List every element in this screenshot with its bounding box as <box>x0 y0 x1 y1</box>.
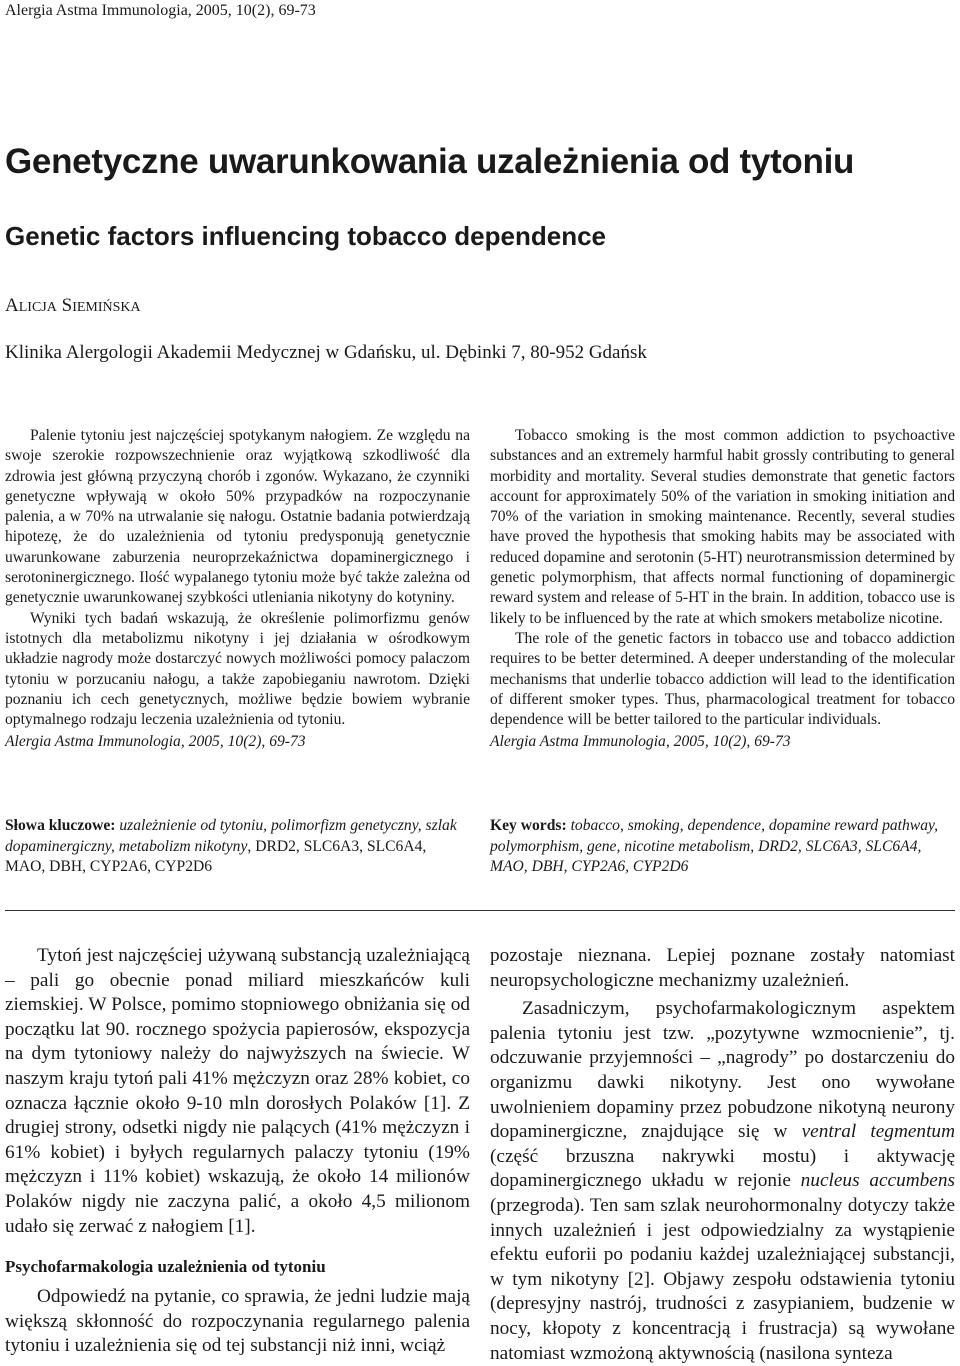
article-title-en: Genetic factors influencing tobacco dependence <box>5 221 607 251</box>
body-paragraph <box>490 997 955 1366</box>
running-head: Alergia Astma Immunologia, 2005, 10(2), 69-73 <box>5 2 316 19</box>
section-heading: Psychofarmakologia uzależnienia od tytoniu <box>5 1257 326 1277</box>
body-paragraph: pozostaje nieznana. Lepiej poznane zostały natomiast neuropsychologiczne mechanizmy uzależnień. <box>490 945 955 991</box>
author-last-rest: IEMIŃSKA <box>72 300 141 315</box>
keywords-pl-label: Słowa kluczowe: <box>5 817 116 834</box>
article-title-pl: Genetyczne uwarunkowania uzależnienia od tytoniu <box>5 142 855 181</box>
body-text: (część brzuszna nakrywki mostu) i aktywację dopaminergicznego układu w rejonie <box>490 1145 955 1192</box>
keywords-pl-italic: uzależnienie od tytoniu, polimorfizm genetyczny, szlak dopaminergiczny, metabolizm nikotyny <box>5 817 457 855</box>
body-column-left <box>5 944 470 1359</box>
keywords-en <box>490 816 955 878</box>
abstract-pl-citation: Alergia Astma Immunologia, 2005, 10(2), 69-73 <box>5 733 306 751</box>
body-paragraph: Odpowiedź na pytanie, co sprawia, że jedni ludzie mają większą skłonność do rozpoczynania regularnego palenia tytoniu i uzależnienia się od tej substancji niż inni, wciąż <box>5 1286 470 1357</box>
body-text: (przegroda). Ten sam szlak neurohormonalny dotyczy także innych uzależnień i jest odpowiedzialny za wystąpienie efektu euforii po podaniu każdej uzależniającej substancji, w tym nikotyny [2]. Objawy zespołu odstawienia tytoniu (depresyjny nastrój, trudności z zasypianiem, budzenie w nocy, kłopoty z koncentracją i frustracja) są wywołane natomiast wzmożoną aktywnością (nasilona synteza <box>490 1194 955 1364</box>
keywords-en-label: Key words: <box>490 817 567 834</box>
keywords-en-italic: tobacco, smoking, dependence, dopamine reward pathway, polymorphism, gene, nicotine metabolism, DRD2, SLC6A3, SLC6A4, MAO, DBH, CYP2A6, CYP2D6 <box>490 817 938 875</box>
term-nucleus-accumbens: nucleus accumbens <box>800 1170 955 1192</box>
author-first-initial: A <box>5 295 19 316</box>
abstract-en-paragraph: Tobacco smoking is the most common addiction to psychoactive substances and an extremely harmful habit grossly contributing to general morbidity and mortality. Several studies demonstrate that genetic factors account for approximately 50% of the variation in smoking initiation and 70% of the variation in smoking maintenance. Recently, several studies have proved the hypothesis that smoking habits may be associated with reduced dopamine and serotonin (5-HT) neurotransmission determined by genetic polymorphism, that affects normal functioning of dopaminergic reward system and release of 5-HT in the brain. In addition, tobacco use is likely to be influenced by the rate at which smokers metabolize nicotine. <box>490 427 955 627</box>
abstract-pl-paragraph: Palenie tytoniu jest najczęściej spotykanym nałogiem. Ze względu na swoje szerokie rozpowszechnienie oraz wyjątkową szkodliwość dla zdrowia jest główną przyczyną chorób i zgonów. Wykazano, że czynniki genetyczne wpływają w około 50% przypadków na rozpoczynanie palenia, a w 70% na utrwalanie się nałogu. Ostatnie badania potwierdzają hipotezę, że do uzależnienia od tytoniu predysponują genetycznie uwarunkowane zaburzenia neuroprzekaźnictwa dopaminergicznego i serotoninergicznego. Ilość wypalanego tytoniu może być także zależna od genetycznie uwarunkowanej szybkości utleniania nikotyny do kotyniny. <box>5 427 470 607</box>
abstract-en-citation: Alergia Astma Immunologia, 2005, 10(2), 69-73 <box>490 733 791 751</box>
author-last-initial: S <box>61 295 73 316</box>
author-affiliation: Klinika Alergologii Akademii Medycznej w Gdańsku, ul. Dębinki 7, 80-952 Gdańsk <box>5 342 647 363</box>
term-ventral-tegmentum: ventral tegmentum <box>801 1121 955 1143</box>
body-paragraph: Tytoń jest najczęściej używaną substancją uzależniającą – pali go obecnie ponad miliard mieszkańców kuli ziemskiej. W Polsce, pomimo stopniowego obniżania się od początku lat 90. rocznego spożycia papierosów, ekspozycja na dym tytoniowy należy do najwyższych na świecie. W naszym kraju tytoń pali 41% mężczyzn oraz 28% kobiet, co oznacza łącznie około 9-10 mln dorosłych Polaków [1]. Z drugiej strony, odsetki nigdy nie palących (41% mężczyzn i 61% kobiet) i byłych regularnych palaczy tytoniu (19% mężczyzn i 11% kobiet) wskazują, że około 14 milionów Polaków nigdy nie zaczyna palić, a około 4,5 milionom udało się zerwać z nałogiem [1]. <box>5 945 470 1237</box>
keywords-pl <box>5 816 470 878</box>
abstract-pl <box>5 426 470 753</box>
section-divider <box>5 910 955 911</box>
abstract-pl-paragraph: Wyniki tych badań wskazują, że określenie polimorfizmu genów istotnych dla metabolizmu nikotyny i jej działania w ośrodkowym układzie nagrody może dostarczyć nowych możliwości pomocy palaczom tytoniu w porzucaniu nałogu, a także zapobieganiu nawrotom. Dzięki poznaniu ich cech genetycznych, możliwe będzie bowiem wybranie optymalnego rodzaju leczenia uzależnienia od tytoniu. <box>5 609 470 729</box>
body-column-right <box>490 944 955 1366</box>
author-name <box>5 293 141 321</box>
abstract-en <box>490 426 955 753</box>
abstract-en-paragraph: The role of the genetic factors in tobacco use and tobacco addiction requires to be better determined. A deeper understanding of the molecular mechanisms that underlie tobacco addiction will lead to the identification of different smoker types. Thus, pharmacological treatment for tobacco dependence will be better tailored to the particular individuals. <box>490 629 955 729</box>
author-first-rest: LICJA <box>18 300 57 315</box>
keywords-pl-plain: , DRD2, SLC6A3, SLC6A4, MAO, DBH, CYP2A6, CYP2D6 <box>5 837 427 875</box>
body-text: Zasadniczym, psychofarmakologicznym aspektem palenia tytoniu jest tzw. „pozytywne wzmocnienie”, tj. odczuwanie przyjemności – „nagrody” po dostarczeniu do organizmu dawki nikotyny. Jest ono wywołane uwolnieniem dopaminy przez pobudzone nikotyną neurony dopaminergiczne, znajdujące się w <box>490 998 955 1143</box>
